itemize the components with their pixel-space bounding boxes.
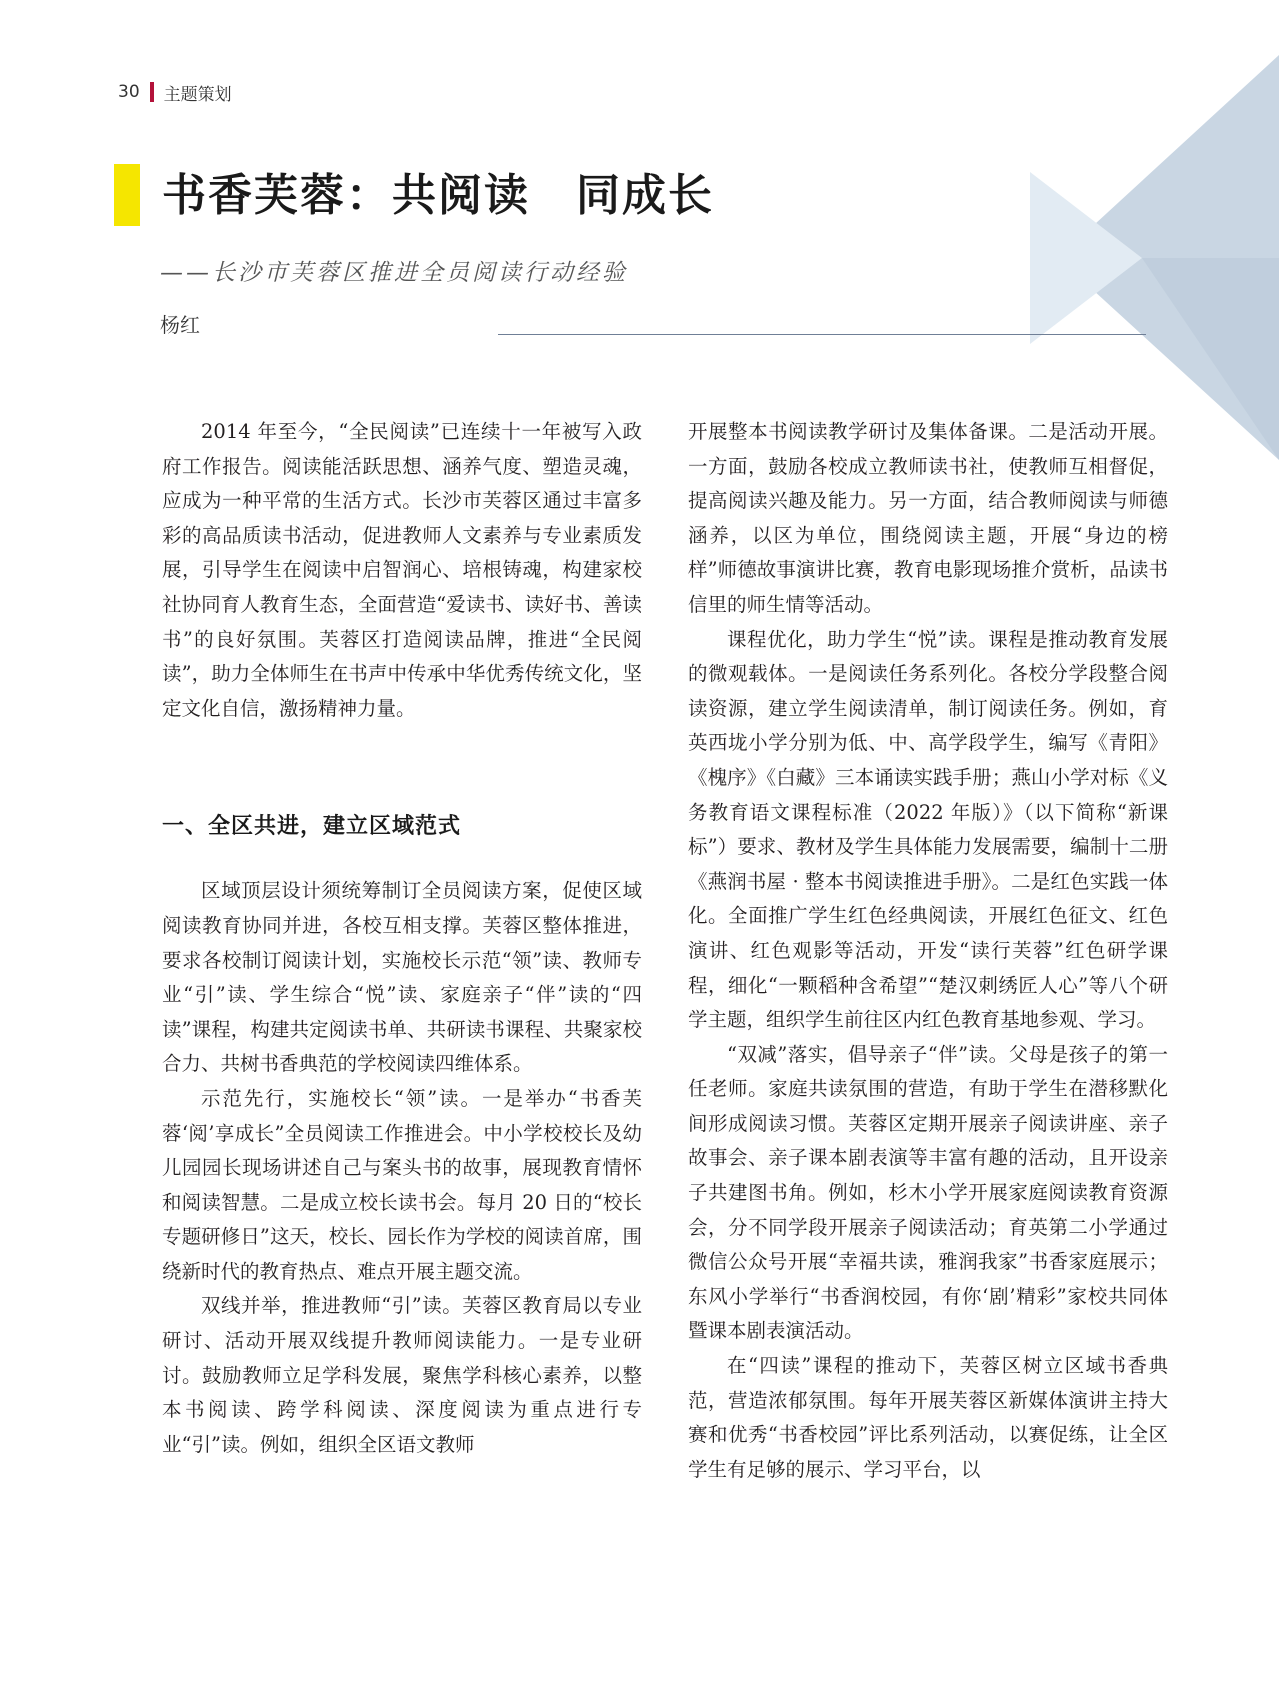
- section-label: 主题策划: [163, 84, 232, 105]
- title-accent-bar: [114, 164, 140, 226]
- article-subtitle: ——长沙市芙蓉区推进全员阅读行动经验: [160, 260, 628, 286]
- body-paragraph: 开展整本书阅读教学研讨及集体备课。二是活动开展。一方面，鼓励各校成立教师读书社，使教师互相督促，提高阅读兴趣及能力。另一方面，结合教师阅读与师德涵养，以区为单位，围绕阅读主题，开展“身边的榜样”师德故事演讲比赛，教育电影现场推介赏析，品读书信里的师生情等活动。: [688, 420, 1168, 616]
- body-paragraph: 示范先行，实施校长“领”读。一是举办“书香芙蓉‘阅’享成长”全员阅读工作推进会。中小学校校长及幼儿园园长现场讲述自己与案头书的故事，展现教育情怀和阅读智慧。二是成立校长读书会。每月 20 日的“校长专题研修日”这天，校长、园长作为学校的阅读首席，围绕新时代的教育热点、难点开展主题交流。: [162, 1086, 642, 1283]
- page-number: 30: [118, 82, 140, 102]
- section-heading: 一、全区共进，建立区域范式: [162, 814, 462, 840]
- article-title: 书香芙蓉：共阅读 同成长: [162, 170, 714, 221]
- body-paragraph: 课程优化，助力学生“悦”读。课程是推动教育发展的微观载体。一是阅读任务系列化。各校分学段整合阅读资源，建立学生阅读清单，制订阅读任务。例如，育英西垅小学分别为低、中、高学段学生，编写《青阳》《槐序》《白藏》三本诵读实践手册；燕山小学对标《义务教育语文课程标准（2022 年版）》（以下简称“新课标”）要求、教材及学生具体能力发展需要，编制十二册《燕润书屋 · 整本书阅读推进手册》。二是红色实践一体化。全面推广学生红色经典阅读，开展红色征文、红色演讲、红色观影等活动，开发“读行芙蓉”红色研学课程，细化“一颗稻种含希望”“楚汉刺绣匠人心”等八个研学主题，组织学生前往区内红色教育基地参观、学习。: [688, 627, 1168, 1032]
- body-paragraph: 2014 年至今，“全民阅读”已连续十一年被写入政府工作报告。阅读能活跃思想、涵养气度、塑造灵魂，应成为一种平常的生活方式。长沙市芙蓉区通过丰富多彩的高品质读书活动，促进教师人文素养与专业素质发展，引导学生在阅读中启智润心、培根铸魂，构建家校社协同育人教育生态，全面营造“爱读书、读好书、善读书”的良好氛围。芙蓉区打造阅读品牌，推进“全民阅读”，助力全体师生在书声中传承中华优秀传统文化，坚定文化自信，激扬精神力量。: [162, 420, 642, 720]
- body-paragraph: 双线并举，推进教师“引”读。芙蓉区教育局以专业研讨、活动开展双线提升教师阅读能力。一是专业研讨。鼓励教师立足学科发展，聚焦学科核心素养，以整本书阅读、跨学科阅读、深度阅读为重点进行专业“引”读。例如，组织全区语文教师: [162, 1294, 642, 1456]
- body-paragraph: 在“四读”课程的推动下，芙蓉区树立区域书香典范，营造浓郁氛围。每年开展芙蓉区新媒体演讲主持大赛和优秀“书香校园”评比系列活动，以赛促练，让全区学生有足够的展示、学习平台，以: [688, 1354, 1168, 1481]
- header-divider-bar: [150, 82, 154, 102]
- body-paragraph: 区域顶层设计须统筹制订全员阅读方案，促使区域阅读教育协同并进，各校互相支撑。芙蓉区整体推进，要求各校制订阅读计划，实施校长示范“领”读、教师专业“引”读、学生综合“悦”读、家庭亲子“伴”读的“四读”课程，构建共定阅读书单、共研读书课程、共聚家校合力、共树书香典范的学校阅读四维体系。: [162, 879, 642, 1076]
- section-spacer: [162, 726, 642, 810]
- body-paragraph: “双减”落实，倡导亲子“伴”读。父母是孩子的第一任老师。家庭共读氛围的营造，有助于学生在潜移默化间形成阅读习惯。芙蓉区定期开展亲子阅读讲座、亲子故事会、亲子课本剧表演等丰富有趣的活动，且开设亲子共建图书角。例如，杉木小学开展家庭阅读教育资源会，分不同学段开展亲子阅读活动；育英第二小学通过微信公众号开展“幸福共读，雅润我家”书香家庭展示；东风小学举行“书香润校园，有你‘剧’精彩”家校共同体暨课本剧表演活动。: [688, 1042, 1168, 1343]
- author-divider-rule: [498, 334, 1146, 335]
- left-column: [162, 415, 642, 1462]
- section-spacer: [162, 844, 642, 874]
- right-column: [688, 415, 1168, 1487]
- article-author: 杨红: [160, 313, 200, 337]
- running-header: [118, 80, 232, 104]
